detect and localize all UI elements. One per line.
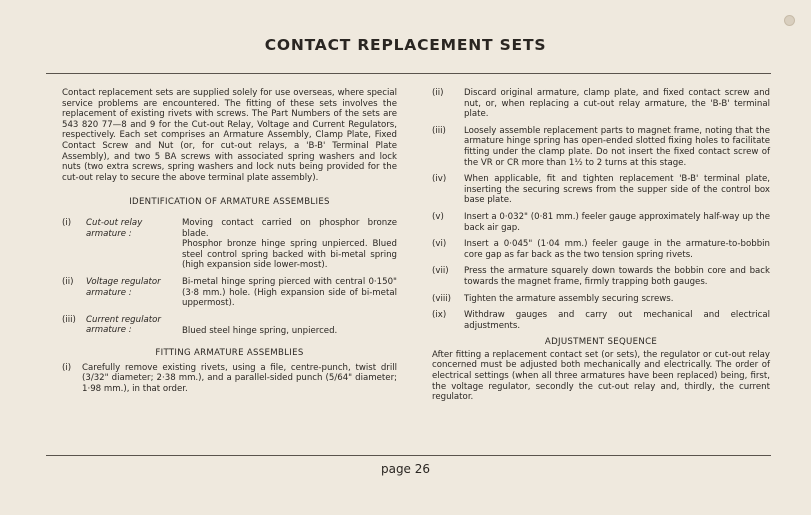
adjustment-heading: ADJUSTMENT SEQUENCE bbox=[544, 337, 658, 348]
step-number: (i) bbox=[62, 362, 72, 373]
ident-description bbox=[182, 277, 397, 309]
ident-number: (i) bbox=[62, 217, 72, 228]
fitting-step bbox=[432, 239, 770, 260]
ident-label: Current regulator armature : bbox=[86, 314, 161, 336]
ident-text: Phosphor bronze hinge spring unpierced. Blued steel control spring backed with bi-metal spring (high expansion side lower-most). bbox=[182, 239, 397, 271]
step-number: (v) bbox=[432, 211, 444, 222]
identification-heading: IDENTIFICATION OF ARMATURE ASSEMBLIES bbox=[129, 197, 330, 208]
ident-item bbox=[62, 315, 397, 337]
step-text: When applicable, fit and tighten replacement 'B-B' terminal plate, inserting the securing screws from the supper side of the control box base plate. bbox=[464, 174, 770, 206]
fitting-step bbox=[432, 126, 770, 168]
page-number: page 26 bbox=[380, 462, 431, 476]
left-column bbox=[62, 88, 397, 395]
step-number: (ii) bbox=[432, 88, 444, 98]
fitting-heading: FITTING ARMATURE ASSEMBLIES bbox=[155, 348, 304, 359]
ident-text: Bi-metal hinge spring pierced with central 0·150" (3·8 mm.) hole. (High expansion side of bi-metal uppermost). bbox=[182, 276, 397, 309]
step-text: Loosely assemble replacement parts to magnet frame, noting that the armature hinge spring has open-ended slotted fixing holes to facilitate fitting under the clamp plate. Do not insert the fixed contact screw of the VR or CR more than 1½ to 2 turns at this stage. bbox=[464, 125, 770, 168]
ident-number: (ii) bbox=[62, 276, 74, 287]
step-text: Carefully remove existing rivets, using a file, centre-punch, twist drill (3/32" diameter; 2·38 mm.), and a parallel-sided punch (5/64" diameter; 1·98 mm.), in that order. bbox=[82, 362, 397, 395]
fitting-step bbox=[432, 212, 770, 233]
bottom-rule bbox=[46, 455, 771, 456]
intro-paragraph: Contact replacement sets are supplied solely for use overseas, where special service problems are encountered. The fitting of these sets involves the replacement of existing rivets with screws. The Part Numbers of the sets are 543 820 77—8 and 9 for the Cut-out Relay, Voltage and Current Regulators, respectively. Each set comprises an Armature Assembly, Clamp Plate, Fixed Contact Screw and Nut (or, for cut-out relays, a 'B-B' Terminal Plate Assembly), and two 5 BA screws with associated spring washers and lock nuts (two extra screws, spring washers and lock nuts being provided for the cut-out relay to secure the above terminal plate assembly). bbox=[62, 88, 397, 183]
ident-description bbox=[182, 218, 397, 271]
step-text: Insert a 0·032" (0·81 mm.) feeler gauge approximately half-way up the back air gap. bbox=[464, 211, 770, 233]
fitting-step bbox=[432, 88, 770, 120]
step-text: Withdraw gauges and carry out mechanical and electrical adjustments. bbox=[464, 310, 770, 331]
corner-mark bbox=[784, 15, 795, 26]
ident-description bbox=[182, 315, 397, 337]
ident-item bbox=[62, 218, 397, 271]
step-number: (iv) bbox=[432, 174, 447, 185]
fitting-step bbox=[432, 266, 770, 287]
fitting-step bbox=[432, 294, 770, 305]
ident-number: (iii) bbox=[62, 314, 76, 325]
step-text: Discard original armature, clamp plate, and fixed contact screw and nut, or, when replacing a cut-out relay armature, the 'B-B' terminal plate. bbox=[464, 88, 770, 120]
step-text: Press the armature squarely down towards the bobbin core and back towards the magnet frame, firmly trapping both gauges. bbox=[464, 266, 770, 287]
step-text: Insert a 0·045" (1·04 mm.) feeler gauge in the armature-to-bobbin core gap as far back as the two tension spring rivets. bbox=[464, 239, 770, 260]
ident-label: Cut-out relay armature : bbox=[86, 217, 143, 239]
ident-label: Voltage regulator armature : bbox=[86, 276, 161, 298]
ident-item bbox=[62, 277, 397, 309]
fitting-step bbox=[432, 174, 770, 206]
step-text: Tighten the armature assembly securing screws. bbox=[464, 293, 674, 304]
page-title: CONTACT REPLACEMENT SETS bbox=[264, 36, 547, 54]
right-column bbox=[432, 88, 770, 403]
ident-text: Blued steel hinge spring, unpierced. bbox=[182, 325, 338, 336]
adjustment-paragraph: After fitting a replacement contact set (or sets), the regulator or cut-out relay concerned must be adjusted both mechanically and electrically. The order of electrical settings (when all three armatures have been replaced) being, first, the voltage regulator, secondly the cut-out relay and, thirdly, the current regulator. bbox=[432, 349, 770, 403]
step-number: (iii) bbox=[432, 125, 446, 136]
step-number: (vii) bbox=[432, 266, 449, 277]
step-number: (vi) bbox=[432, 239, 447, 250]
step-number: (viii) bbox=[432, 293, 451, 304]
top-rule bbox=[46, 73, 771, 74]
fitting-step bbox=[432, 310, 770, 331]
step-number: (ix) bbox=[432, 310, 447, 321]
ident-text: Moving contact carried on phosphor bronze blade. bbox=[182, 217, 397, 239]
fitting-step bbox=[62, 363, 397, 395]
